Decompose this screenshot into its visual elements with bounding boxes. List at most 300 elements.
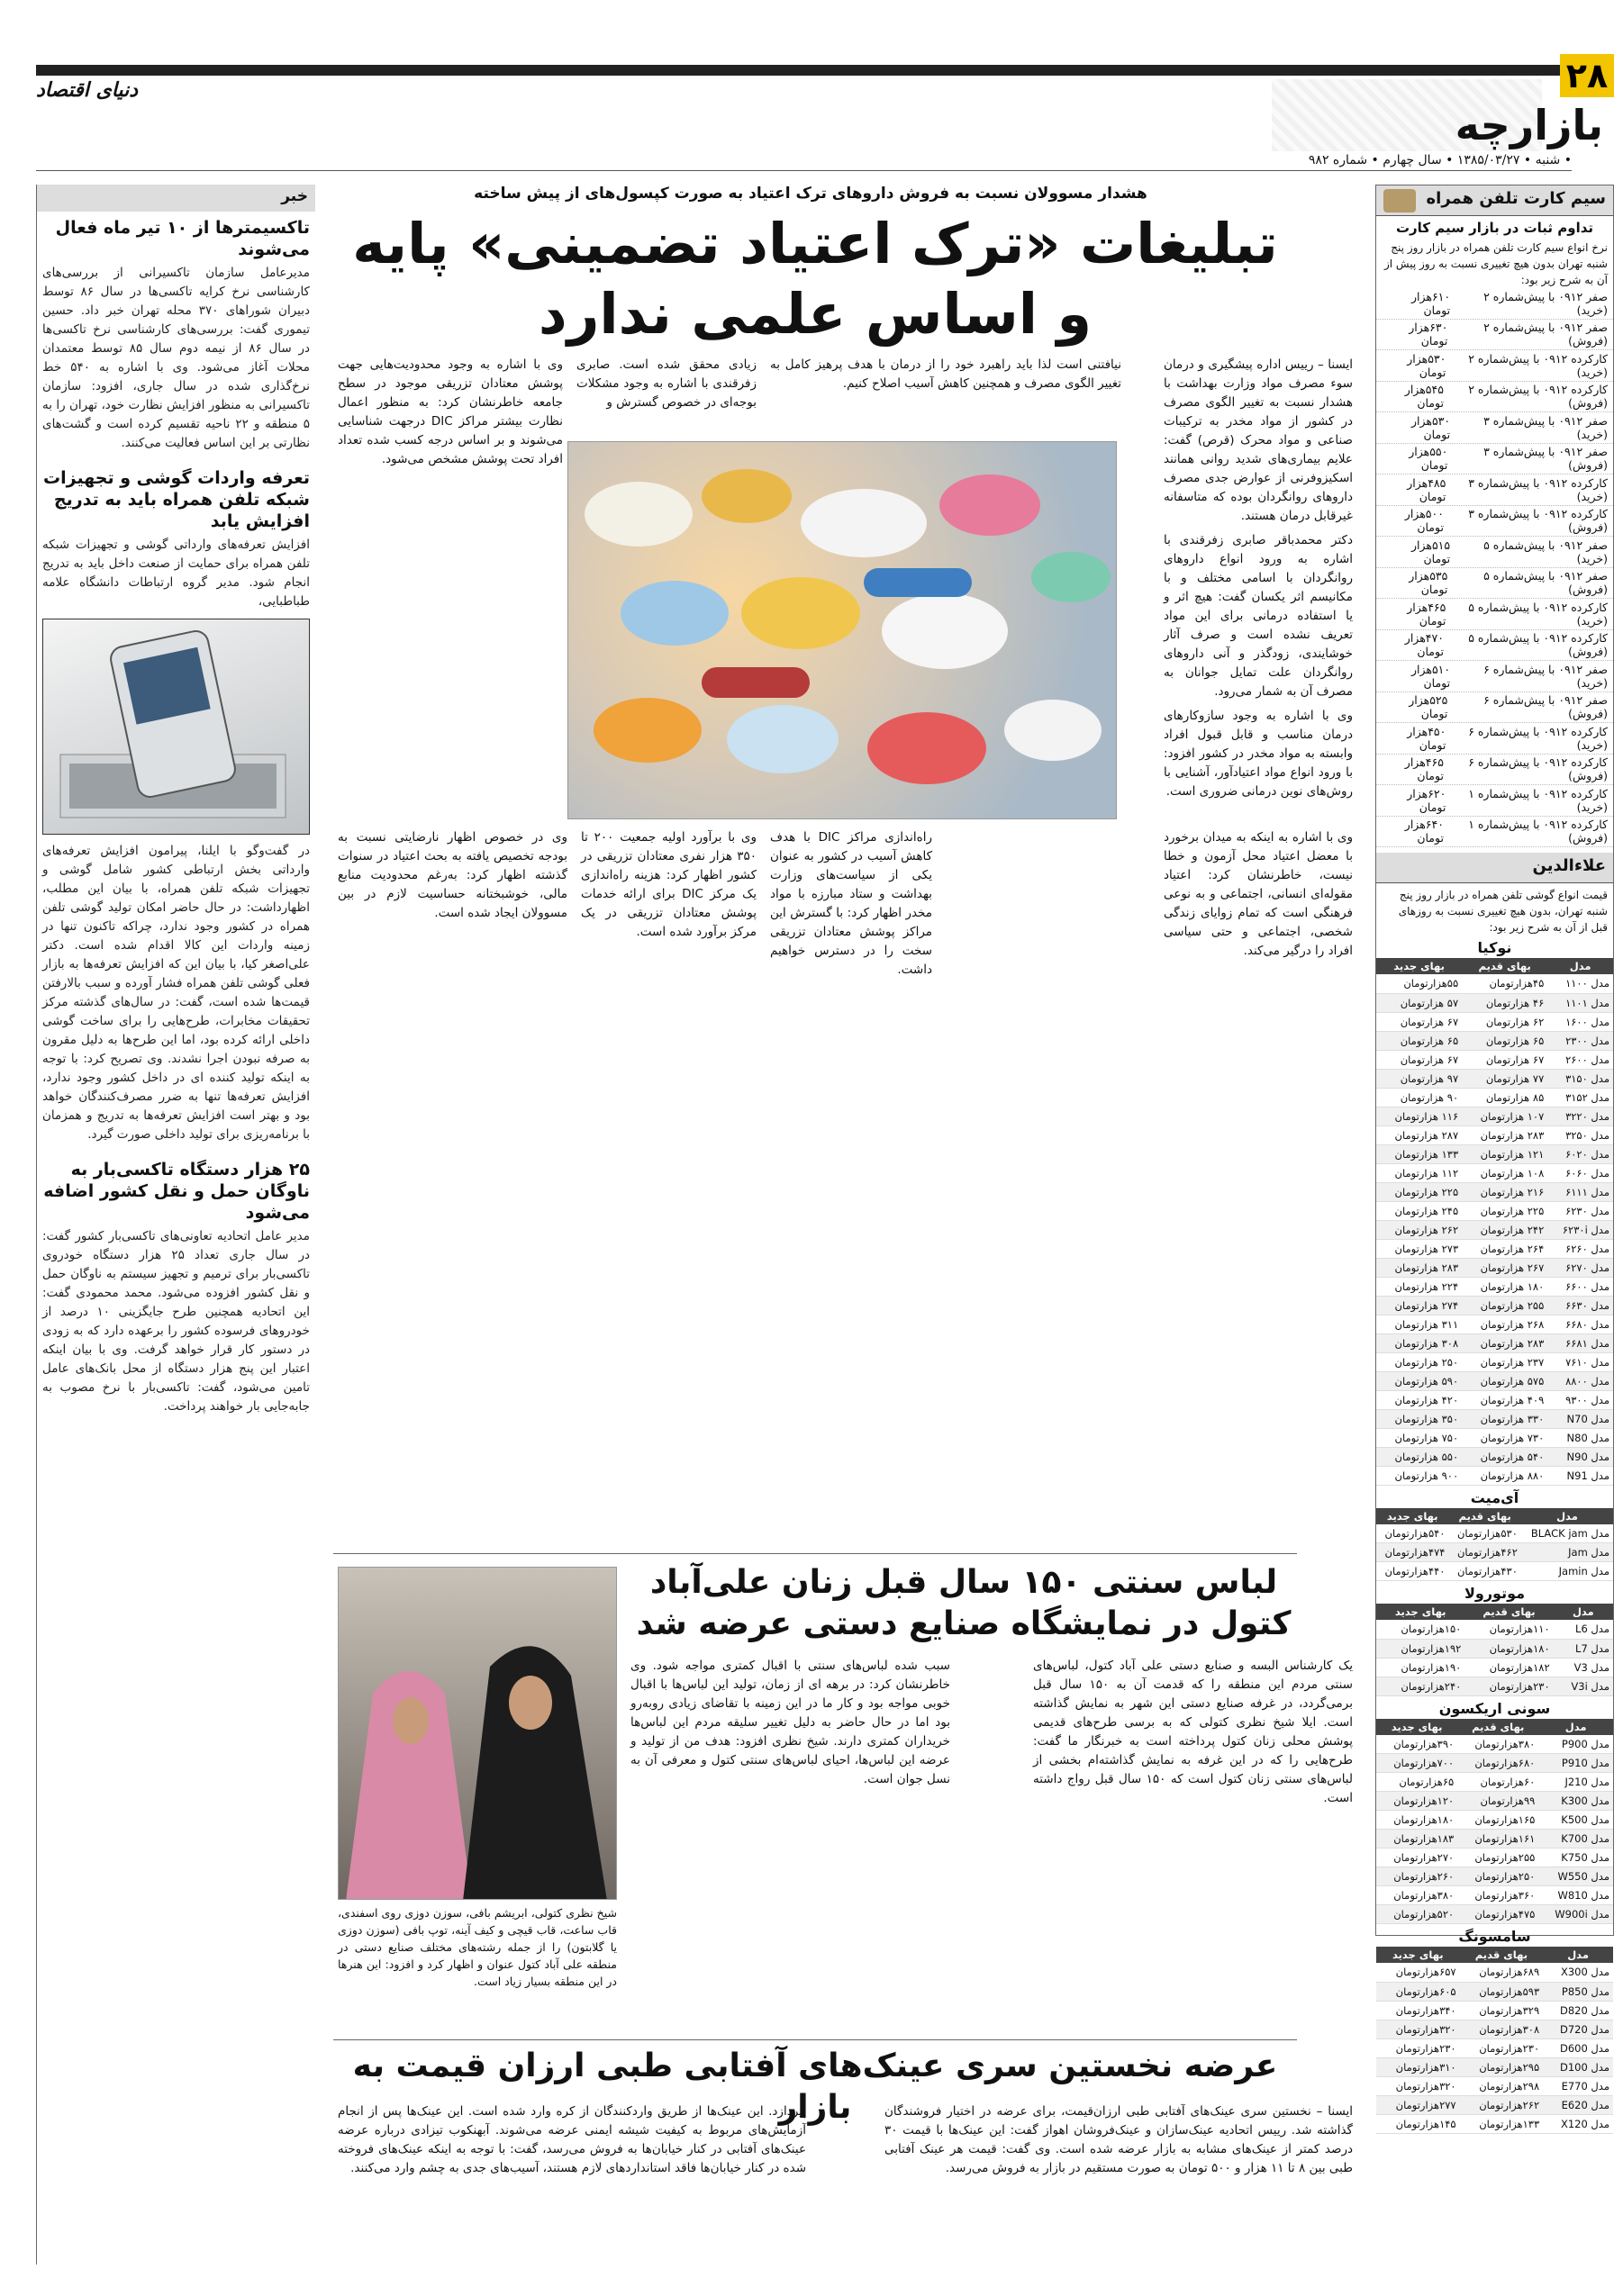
sim-label: کارکرده ۰۹۱۲ با پیش‌شماره ۲ (خرید) <box>1468 351 1608 379</box>
new-price-cell: ۳۲۰هزارتومان <box>1376 2076 1460 2095</box>
price-row <box>1376 1409 1613 1428</box>
new-price-cell: ۲۳۰هزارتومان <box>1376 2038 1460 2057</box>
price-row <box>1376 1735 1613 1754</box>
price-row <box>1376 1524 1613 1543</box>
main-body-2: وی با اشاره به وجود سازوکارهای درمان مناسب و قابل قبول افراد وابسته به مواد مخدر در کشور افزود: با ورود انواع مواد اعتیادآور، آشنایی با روش‌های نوین درمانی ضروری است. <box>1164 709 1353 799</box>
old-price-cell: ۷۳۰ هزارتومان <box>1462 1428 1547 1447</box>
main-lead-text: ایسنا – رییس اداره پیشگیری و درمان سوء مصرف مواد وزارت بهداشت با هشدار نسبت به تغییر الگوی مصرف در کشور از مواد مخدر به ترکیبات صناعی و مواد محرک (قرص) گفت: علایم بیماری‌های شدید روانی همانند اسکیزوفرنی از عوارض جدی مصرف داروهای روانگردان بوده که متاسفانه غیرقابل درمان هستند. <box>1164 357 1353 523</box>
price-row <box>1376 1107 1613 1125</box>
price-row <box>1376 1543 1613 1562</box>
new-price-cell: ۱۸۳هزارتومان <box>1376 1830 1457 1849</box>
old-price-cell: ۶۸۰هزارتومان <box>1457 1754 1538 1773</box>
new-price-cell: ۲۵۰ هزارتومان <box>1376 1352 1462 1371</box>
model-cell: مدل ۶۰۶۰ <box>1547 1163 1613 1182</box>
new-price-cell: ۲۷۰هزارتومان <box>1376 1849 1457 1867</box>
model-cell: مدل Jam <box>1521 1543 1613 1562</box>
model-cell: مدل P900 <box>1538 1735 1613 1754</box>
third-body-1: ایسنا – نخستین سری عینک‌های آفتابی طبی ارزان‌قیمت، برای عرضه در اختیار فروشندگان گذاشته شد. رییس اتحادیه عینک‌سازان و عینک‌فروشان اهواز گفت: این عینک‌ها با قیمت ۳۰ درصد کمتر از عینک‌های مشابه به بازار عرضه شده است. وی گفت: قیمت هر عینک آفتابی طبی بین ۸ تا ۱۱ هزار و ۵۰۰ تومان به صورت مستقیم در بازار به فروش می‌رسد. <box>884 2104 1353 2175</box>
model-cell: مدل ۱۱۰۱ <box>1547 993 1613 1012</box>
price-row <box>1376 1830 1613 1849</box>
sim-price: ۵۳۰هزار تومان <box>1407 351 1446 379</box>
old-price-cell: ۲۴۲ هزارتومان <box>1462 1220 1547 1239</box>
price-row <box>1376 974 1613 993</box>
old-price-cell: ۲۶۲هزارتومان <box>1460 2095 1544 2114</box>
new-price-cell: ۴۷۴هزارتومان <box>1376 1543 1448 1562</box>
sim-price: ۵۱۰هزار تومان <box>1410 662 1451 690</box>
main-col-9: وی در خصوص اظهار نارضایتی نسبت به بودجه تخصیص یافته به بحث اعتیاد در سنوات گذشته اظهار کرد: به‌رغم محدودیت منابع مالی، خوشبختانه حساسیت لازم در بین مسوولان ایجاد شده است. <box>338 830 567 920</box>
model-cell: مدل V3i <box>1554 1677 1613 1695</box>
sim-label: کارکرده ۰۹۱۲ با پیش‌شماره ۵ (فروش) <box>1468 631 1608 659</box>
sim-label: کارکرده ۰۹۱۲ با پیش‌شماره ۱ (فروش) <box>1468 818 1608 845</box>
price-row <box>1376 2095 1613 2114</box>
old-price-cell: ۲۲۵ هزارتومان <box>1462 1201 1547 1220</box>
price-row <box>1376 1031 1613 1050</box>
price-row <box>1376 1296 1613 1315</box>
price-row <box>1376 2076 1613 2095</box>
price-row <box>1376 2057 1613 2076</box>
old-price-cell: ۳۶۰هزارتومان <box>1457 1886 1538 1905</box>
old-price-cell: ۱۶۱هزارتومان <box>1457 1830 1538 1849</box>
model-cell: مدل K750 <box>1538 1849 1613 1867</box>
new-price-cell: ۳۹۰هزارتومان <box>1376 1735 1457 1754</box>
old-price-cell: ۷۷ هزارتومان <box>1462 1069 1547 1088</box>
sim-price: ۶۳۰هزار تومان <box>1409 321 1448 348</box>
price-row <box>1376 1620 1613 1639</box>
price-row <box>1376 2020 1613 2038</box>
sim-price: ۵۳۰هزار تومان <box>1410 413 1451 441</box>
model-cell: مدل D600 <box>1543 2038 1613 2057</box>
old-price-cell: ۶۸۹هزارتومان <box>1460 1963 1544 1982</box>
sim-price: ۴۶۵هزار تومان <box>1404 755 1444 783</box>
new-price-cell: ۵۴۰هزارتومان <box>1376 1524 1448 1543</box>
new-price-cell: ۶۷ هزارتومان <box>1376 1012 1462 1031</box>
old-price-cell: ۲۵۵ هزارتومان <box>1462 1296 1547 1315</box>
sim-label: کارکرده ۰۹۱۲ با پیش‌شماره ۳ (خرید) <box>1468 475 1608 503</box>
old-price-cell: ۳۲۹هزارتومان <box>1460 2001 1544 2020</box>
sim-price: ۵۴۵هزار تومان <box>1404 383 1444 411</box>
main-lead <box>1164 356 1353 801</box>
sim-label: صفر ۰۹۱۲ با پیش‌شماره ۶ (فروش) <box>1483 693 1608 721</box>
sim-price: ۵۰۰هزار تومان <box>1404 507 1444 535</box>
sim-intro: نرخ انواع سیم کارت تلفن همراه در بازار روز پنج شنبه تهران بدون هیچ تغییری نسبت به روز پیش از آن به شرح زیر بود: <box>1383 241 1608 286</box>
sim-price: ۵۲۵هزار تومان <box>1409 693 1448 721</box>
new-price-cell: ۹۰ هزارتومان <box>1376 1088 1462 1107</box>
new-price-cell: ۷۰۰هزارتومان <box>1376 1754 1457 1773</box>
old-price-cell: ۵۴۰ هزارتومان <box>1462 1447 1547 1466</box>
model-cell: مدل ۶۱۱۱ <box>1547 1182 1613 1201</box>
col-new-price: بهای جدید <box>1376 1719 1457 1735</box>
old-price-cell: ۲۶۷ هزارتومان <box>1462 1258 1547 1277</box>
new-price-cell: ۱۹۲هزارتومان <box>1376 1639 1464 1658</box>
model-cell: مدل E620 <box>1543 2095 1613 2114</box>
model-cell: مدل ۶۲۳۰i <box>1547 1220 1613 1239</box>
sim-price-row <box>1376 755 1613 786</box>
tariff-body: افزایش تعرفه‌های وارداتی گوشی و تجهیزات شبکه تلفن همراه برای حمایت از صنعت داخل باید به تدریج انجام شود. مدیر گروه ارتباطات دانشگاه علامه طباطبایی، <box>42 538 310 609</box>
price-row <box>1376 1352 1613 1371</box>
old-price-cell: ۶۲ هزارتومان <box>1462 1012 1547 1031</box>
new-price-cell: ۳۵۰ هزارتومان <box>1376 1409 1462 1428</box>
new-price-cell: ۲۷۷هزارتومان <box>1376 2095 1460 2114</box>
old-price-cell: ۲۵۰هزارتومان <box>1457 1867 1538 1886</box>
second-body-2: سبب شده لباس‌های سنتی با اقبال کمتری مواجه شود. وی خاطرنشان کرد: در برهه ای از زمان، تولید این لباس‌ها با اقبال خوبی مواجه بود و کار ما در این زمینه با تقاضای زیادی روبه‌رو بود اما در حال حاضر به دلیل تغییر سلیقه مردم این لباس‌ها خریداران کمتری دارند. شیخ نظری افزود: هدف من از تولید و عرضه این لباس‌ها، احیای لباس‌های سنتی کتول و معرفی آن به نسل جوان است. <box>630 1659 950 1786</box>
imate-price-table <box>1376 1508 1613 1582</box>
price-row <box>1376 1982 1613 2001</box>
sim-label: صفر ۰۹۱۲ با پیش‌شماره ۵ (خرید) <box>1483 538 1608 565</box>
price-row <box>1376 1562 1613 1581</box>
model-cell: مدل ۶۶۸۰ <box>1547 1315 1613 1333</box>
samsung-title: سامسونگ <box>1458 1928 1531 1945</box>
sim-price-row <box>1376 350 1613 382</box>
model-cell: مدل ۲۶۰۰ <box>1547 1050 1613 1069</box>
old-price-cell: ۹۹هزارتومان <box>1457 1792 1538 1811</box>
old-price-cell: ۴۷۵هزارتومان <box>1457 1905 1538 1924</box>
model-cell: مدل X120 <box>1543 2114 1613 2133</box>
model-cell: مدل K500 <box>1538 1811 1613 1830</box>
sim-price-row <box>1376 568 1613 600</box>
price-row <box>1376 1125 1613 1144</box>
sim-price: ۶۴۰هزار تومان <box>1404 818 1444 845</box>
sim-price-row <box>1376 444 1613 475</box>
old-price-cell: ۴۰۹ هزارتومان <box>1462 1390 1547 1409</box>
model-cell: مدل P850 <box>1543 1982 1613 2001</box>
new-price-cell: ۶۵۷هزارتومان <box>1376 1963 1460 1982</box>
new-price-cell: ۲۴۰هزارتومان <box>1376 1677 1464 1695</box>
price-row <box>1376 1050 1613 1069</box>
new-price-cell: ۳۴۰هزارتومان <box>1376 2001 1460 2020</box>
price-row <box>1376 1447 1613 1466</box>
col-new-price: بهای جدید <box>1376 1947 1460 1963</box>
old-price-cell: ۱۸۰ هزارتومان <box>1462 1277 1547 1296</box>
col-new-price: بهای جدید <box>1376 958 1462 974</box>
new-price-cell: ۲۷۳ هزارتومان <box>1376 1239 1462 1258</box>
sim-box-title: سیم کارت تلفن همراه <box>1376 185 1613 216</box>
model-cell: مدل L6 <box>1554 1620 1613 1639</box>
old-price-cell: ۴۶۲هزارتومان <box>1448 1543 1520 1562</box>
price-row <box>1376 1333 1613 1352</box>
tariff-body-continued: در گفت‌وگو با ایلنا، پیرامون افزایش تعرفه‌های وارداتی بخش ارتباطی کشور شامل گوشی و تجهیزات شبکه تلفن همراه، با بیان این مطلب، اظهارداشت: در حال حاضر امکان تولید گوشی تلفن همراه در کشور وجود ندارد، چراکه تاکنون تنها در زمینه واردات این کالا اقدام شده است. دکتر علی‌اصغر کیا، با بیان این که افزایش تعرفه‌ها به بازار فعلی گوشی تلفن همراه فشار آورده و سبب بالارفتن قیمت‌ها شده است، گفت: در سال‌های گذشته مرکز تحقیقات مخابرات، طرح‌هایی را برای ساخت گوشی داخلی ارائه کرده بود، اما این طرح‌ها به دلیل مقرون به صرفه نبودن اجرا نشدند. وی تصریح کرد: با توجه به اینکه تولید کننده ای در داخل کشور وجود ندارد، افزایش تعرفه‌ها تنها به ضرر مصرف‌کنندگان خواهد بود و بهتر است افزایش تعرفه‌ها به تدریج و همزمان با برنامه‌ریزی برای تولید داخلی صورت گیرد. <box>42 844 310 1142</box>
price-row <box>1376 1886 1613 1905</box>
sim-label: صفر ۰۹۱۲ با پیش‌شماره ۳ (خرید) <box>1483 413 1608 441</box>
old-price-cell: ۱۰۸ هزارتومان <box>1462 1163 1547 1182</box>
main-col-8: وی با برآورد اولیه جمعیت ۲۰۰ تا ۳۵۰ هزار نفری معتادان تزریقی در کشور اظهار کرد: هزینه راه‌اندازی یک مرکز DIC برای ارائه خدمات پوشش معتادان تزریقی در یک مرکز برآورد شده است. <box>581 830 757 939</box>
price-row <box>1376 1792 1613 1811</box>
section-title: بازارچه <box>1455 101 1603 149</box>
col-model: مدل <box>1543 1947 1613 1963</box>
model-cell: مدل E770 <box>1543 2076 1613 2095</box>
new-price-cell: ۱۴۵هزارتومان <box>1376 2114 1460 2133</box>
price-row <box>1376 993 1613 1012</box>
third-body-2: پیردازد. این عینک‌ها از طریق واردکنندگان از کره وارد شده است. این عینک‌ها پس از انجام آزمایش‌های مربوط به کیفیت شیشه ایمنی عرضه می‌شوند. آبهنکوب تیزادی درباره عرضه عینک‌های آفتابی در کنار خیابان‌ها به فروش می‌رسد، گفت: با توجه به اینکه عینک‌های فروخته شده در کنار خیابان‌ها فاقد استانداردهای لازم هستند، آسیب‌های جدی به چشم وارد می‌کنند. <box>338 2104 806 2175</box>
col-old-price: بهای قدیم <box>1460 1947 1544 1963</box>
sim-price-row <box>1376 288 1613 320</box>
price-row <box>1376 1163 1613 1182</box>
new-price-cell: ۱۳۳ هزارتومان <box>1376 1144 1462 1163</box>
sim-price-row <box>1376 661 1613 692</box>
section-divider <box>333 1553 1297 1554</box>
sim-price-row <box>1376 817 1613 848</box>
sim-label: کارکرده ۰۹۱۲ با پیش‌شماره ۵ (خرید) <box>1468 600 1608 628</box>
price-row <box>1376 1963 1613 1982</box>
model-cell: مدل BLACK jam <box>1521 1524 1613 1543</box>
old-price-cell: ۸۵ هزارتومان <box>1462 1088 1547 1107</box>
model-cell: مدل ۳۱۵۰ <box>1547 1069 1613 1088</box>
nokia-title: نوکیا <box>1477 939 1512 956</box>
sim-label: صفر ۰۹۱۲ با پیش‌شماره ۳ (فروش) <box>1483 445 1608 473</box>
model-cell: مدل ۶۶۸۱ <box>1547 1333 1613 1352</box>
price-row <box>1376 2038 1613 2057</box>
sim-price-list <box>1376 288 1613 847</box>
price-row <box>1376 1466 1613 1485</box>
price-row <box>1376 1220 1613 1239</box>
model-cell: مدل ۷۶۱۰ <box>1547 1352 1613 1371</box>
price-row <box>1376 1182 1613 1201</box>
samsung-price-table <box>1376 1947 1613 2134</box>
women-traditional-dress-photo <box>338 1567 617 1900</box>
pills-photo <box>567 441 1117 819</box>
phone-laptop-photo <box>42 619 310 835</box>
sim-price: ۴۸۵هزار تومان <box>1407 475 1446 503</box>
sim-price: ۴۷۰هزار تومان <box>1404 631 1444 659</box>
price-row <box>1376 1069 1613 1088</box>
model-cell: مدل ۶۶۳۰ <box>1547 1296 1613 1315</box>
model-cell: مدل X300 <box>1543 1963 1613 1982</box>
new-price-cell: ۴۴۰هزارتومان <box>1376 1562 1448 1581</box>
main-body-1: دکتر محمدباقر صابری زفرقندی با اشاره به ورود انواع داروهای روانگردان با اسامی مختلف و با مکانیسم اثر یکسان گفت: هیچ اثر و یا استفاده درمانی برای این مواد تعریف نشده است و صرف آثار خوشایندی، زودگذر و آنی داروهای روانگردان علت تمایل جوانان به مصرف آن به شمار می‌رود. <box>1164 533 1353 699</box>
sony-title: سونی اریکسون <box>1438 1699 1551 1717</box>
motorola-price-table <box>1376 1604 1613 1696</box>
model-cell: مدل ۹۳۰۰ <box>1547 1390 1613 1409</box>
model-cell: مدل W900i <box>1538 1905 1613 1924</box>
pills-illustration <box>567 442 1116 819</box>
price-row <box>1376 1239 1613 1258</box>
new-price-cell: ۵۵۰ هزارتومان <box>1376 1447 1462 1466</box>
old-price-cell: ۵۹۳هزارتومان <box>1460 1982 1544 2001</box>
old-price-cell: ۲۶۴ هزارتومان <box>1462 1239 1547 1258</box>
price-row <box>1376 1371 1613 1390</box>
second-caption: شیخ نظری کتولی، ابریشم بافی، سوزن دوزی روی اسفندی، قاب ساعت، قاب قیچی و کیف آینه، توپ بافی (سوزن دوزی یا گلابتون) را از جمله رشته‌های مختلف صنایع دستی در منطقه علی آباد کتول عنوان و اظهار کرد و افزود: این هنرها در این منطقه بسیار زیاد است. <box>338 1906 617 1988</box>
new-price-cell: ۲۷۴ هزارتومان <box>1376 1296 1462 1315</box>
nokia-price-table <box>1376 958 1613 1486</box>
taxi-meter-headline: تاکسیمتر‌ها از ۱۰ تیر ماه فعال می‌شوند <box>55 218 310 259</box>
new-price-cell: ۱۹۰هزارتومان <box>1376 1658 1464 1677</box>
sony-price-table <box>1376 1719 1613 1925</box>
news-label: خبر <box>37 185 315 212</box>
motorola-title: موتورولا <box>1464 1585 1526 1602</box>
sim-price-row <box>1376 320 1613 351</box>
col-old-price: بهای قدیم <box>1462 958 1547 974</box>
new-price-cell: ۱۲۰هزارتومان <box>1376 1792 1457 1811</box>
alaeddin-title: علاءالدین <box>1376 853 1613 883</box>
old-price-cell: ۳۳۰ هزارتومان <box>1462 1409 1547 1428</box>
col-new-price: بهای جدید <box>1376 1604 1464 1620</box>
old-price-cell: ۴۶ هزارتومان <box>1462 993 1547 1012</box>
sim-price: ۶۲۰هزار تومان <box>1407 786 1446 814</box>
old-price-cell: ۱۱۰هزارتومان <box>1464 1620 1553 1639</box>
col-model: مدل <box>1521 1508 1613 1524</box>
price-row <box>1376 1658 1613 1677</box>
model-cell: مدل K700 <box>1538 1830 1613 1849</box>
old-price-cell: ۱۶۵هزارتومان <box>1457 1811 1538 1830</box>
model-cell: مدل D100 <box>1543 2057 1613 2076</box>
old-price-cell: ۳۰۸هزارتومان <box>1460 2020 1544 2038</box>
new-price-cell: ۱۵۰هزارتومان <box>1376 1620 1464 1639</box>
old-price-cell: ۲۸۳ هزارتومان <box>1462 1333 1547 1352</box>
new-price-cell: ۲۶۲ هزارتومان <box>1376 1220 1462 1239</box>
price-row <box>1376 1258 1613 1277</box>
sim-price: ۴۵۰هزار تومان <box>1407 724 1446 752</box>
price-row <box>1376 2001 1613 2020</box>
price-row <box>1376 1144 1613 1163</box>
women-illustration <box>338 1568 616 1900</box>
old-price-cell: ۱۳۳هزارتومان <box>1460 2114 1544 2133</box>
model-cell: مدل N91 <box>1547 1466 1613 1485</box>
col-old-price: بهای قدیم <box>1464 1604 1553 1620</box>
new-price-cell: ۲۶۰هزارتومان <box>1376 1867 1457 1886</box>
new-price-cell: ۱۸۰هزارتومان <box>1376 1811 1457 1830</box>
left-column <box>36 185 315 2264</box>
sim-price: ۵۵۰هزار تومان <box>1409 445 1448 473</box>
model-cell: مدل ۶۲۳۰ <box>1547 1201 1613 1220</box>
sim-label: صفر ۰۹۱۲ با پیش‌شماره ۶ (خرید) <box>1483 662 1608 690</box>
col-old-price: بهای قدیم <box>1457 1719 1538 1735</box>
new-price-cell: ۶۵ هزارتومان <box>1376 1031 1462 1050</box>
price-row <box>1376 1315 1613 1333</box>
main-kicker: هشدار مسوولان نسبت به فروش داروهای ترک اعتیاد به صورت کپسول‌های از پیش ساخته <box>474 185 1147 203</box>
new-price-cell: ۳۱۱ هزارتومان <box>1376 1315 1462 1333</box>
price-row <box>1376 1754 1613 1773</box>
sim-price-row <box>1376 785 1613 817</box>
model-cell: مدل K300 <box>1538 1792 1613 1811</box>
col-new-price: بهای جدید <box>1376 1508 1448 1524</box>
section-divider-2 <box>333 2039 1297 2040</box>
old-price-cell: ۲۳۰هزارتومان <box>1464 1677 1553 1695</box>
main-headline: تبلیغات «ترک اعتیاد تضمینی» پایه و اساس علمی ندارد <box>352 211 1278 347</box>
old-price-cell: ۳۸۰هزارتومان <box>1457 1735 1538 1754</box>
model-cell: مدل N70 <box>1547 1409 1613 1428</box>
taxi-bar-body: مدیر عامل اتحادیه تعاونی‌های تاکسی‌بار کشور گفت: در سال جاری تعداد ۲۵ هزار دستگاه خودروی تاکسی‌بار برای ترمیم و تجهیز سیستم به ناوگان حمل و نقل کشور افزوده می‌شود. محمد محمودی گفت: این اتحادیه همچنین طرح جایگزینی ۱۰ درصد از خودروهای فرسوده کشور را برعهده دارد که به زودی در دستور کار قرار خواهد گرفت. وی با بیان اینکه اعتبار این پنج هزار دستگاه از محل بانک‌های عامل تامین می‌شود، گفت: تاکسی‌بار با نرخ مصوب به جابه‌جایی بار خواهند پرداخت. <box>42 1229 311 1414</box>
sim-label: صفر ۰۹۱۲ با پیش‌شماره ۵ (فروش) <box>1483 569 1608 597</box>
price-row <box>1376 1277 1613 1296</box>
sim-price-row <box>1376 599 1613 630</box>
new-price-cell: ۴۲۰ هزارتومان <box>1376 1390 1462 1409</box>
old-price-cell: ۵۷۵ هزارتومان <box>1462 1371 1547 1390</box>
new-price-cell: ۲۲۴ هزارتومان <box>1376 1277 1462 1296</box>
second-headline: لباس سنتی ۱۵۰ سال قبل زنان علی‌آباد کتول در نمایشگاه صنایع دستی عرضه شد <box>636 1564 1292 1642</box>
price-row <box>1376 1849 1613 1867</box>
sim-price-row <box>1376 506 1613 538</box>
phone-laptop-illustration <box>42 619 309 835</box>
new-price-cell: ۱۱۲ هزارتومان <box>1376 1163 1462 1182</box>
old-price-cell: ۱۸۲هزارتومان <box>1464 1658 1553 1677</box>
new-price-cell: ۵۹۰ هزارتومان <box>1376 1371 1462 1390</box>
second-body-1: یک کارشناس البسه و صنایع دستی علی آباد کتول، لباس‌های سنتی مردم این منطقه را که قدمت آن به ۱۵۰ سال قبل برمی‌گردد، در غرفه صنایع دستی این شهر به نمایش گذاشته است. ایلا شیخ نظری کتولی که به برسی طرح‌های قدیمی پوشش محلی زنان کتول پرداخته است به خبرنگار ما گفت: طرح‌هایی را که در این غرفه به نمایش گذاشته‌ام بخشی از لباس‌های سنتی زنان کتول است که ۱۵۰ سال قبل رواج داشته است. <box>1033 1659 1353 1805</box>
old-price-cell: ۶۷ هزارتومان <box>1462 1050 1547 1069</box>
model-cell: مدل D820 <box>1543 2001 1613 2020</box>
new-price-cell: ۹۰۰ هزارتومان <box>1376 1466 1462 1485</box>
price-row <box>1376 1012 1613 1031</box>
old-price-cell: ۶۵ هزارتومان <box>1462 1031 1547 1050</box>
sim-label: کارکرده ۰۹۱۲ با پیش‌شماره ۶ (فروش) <box>1468 755 1608 783</box>
old-price-cell: ۲۹۵هزارتومان <box>1460 2057 1544 2076</box>
model-cell: مدل ۳۲۲۰ <box>1547 1107 1613 1125</box>
main-col-6: وی با اشاره به اینکه به میدان برخورد با معضل اعتیاد محل آزمون و خطا نیست، خاطرنشان کرد: اعتیاد مقوله‌ای انسانی، اجتماعی و به نوعی فرهنگی است که تمام زوایای زندگی شخصی، اجتماعی و حتی سیاسی افراد را درگیر می‌کند. <box>1164 830 1353 958</box>
sim-card-icon <box>1383 189 1416 212</box>
model-cell: مدل ۸۸۰۰ <box>1547 1371 1613 1390</box>
model-cell: مدل N90 <box>1547 1447 1613 1466</box>
sim-label: صفر ۰۹۱۲ با پیش‌شماره ۲ (خرید) <box>1483 289 1608 317</box>
sim-price-row <box>1376 723 1613 755</box>
old-price-cell: ۵۳۰هزارتومان <box>1448 1524 1520 1543</box>
alaeddin-intro: قیمت انواع گوشی تلفن همراه در بازار روز پنج شنبه تهران، بدون هیچ تغییری نسبت به روزهای قبل از آن به شرح زیر بود: <box>1398 889 1608 934</box>
old-price-cell: ۱۸۰هزارتومان <box>1464 1639 1553 1658</box>
price-row <box>1376 1677 1613 1695</box>
new-price-cell: ۵۵هزارتومان <box>1376 974 1462 993</box>
sim-price-row <box>1376 412 1613 444</box>
page-number: ۲۸ <box>1560 54 1614 97</box>
model-cell: مدل ۳۲۵۰ <box>1547 1125 1613 1144</box>
model-cell: مدل N80 <box>1547 1428 1613 1447</box>
col-model: مدل <box>1547 958 1613 974</box>
old-price-cell: ۱۲۱ هزارتومان <box>1462 1144 1547 1163</box>
col-old-price: بهای قدیم <box>1448 1508 1520 1524</box>
model-cell: مدل V3 <box>1554 1658 1613 1677</box>
sim-price-row <box>1376 475 1613 506</box>
model-cell: مدل ۱۶۰۰ <box>1547 1012 1613 1031</box>
old-price-cell: ۴۵هزارتومان <box>1462 974 1547 993</box>
model-cell: مدل ۱۱۰۰ <box>1547 974 1613 993</box>
sim-label: کارکرده ۰۹۱۲ با پیش‌شماره ۱ (خرید) <box>1468 786 1608 814</box>
new-price-cell: ۳۸۰هزارتومان <box>1376 1886 1457 1905</box>
main-col-3: نیافتنی است لذا باید راهبرد خود را از درمان با هدف پرهیز کامل به تغییر الگوی مصرف و همچنین کاهش آسیب اصلاح کنیم. <box>770 357 1121 391</box>
new-price-cell: ۳۲۰هزارتومان <box>1376 2020 1460 2038</box>
new-price-cell: ۲۸۳ هزارتومان <box>1376 1258 1462 1277</box>
price-row <box>1376 1905 1613 1924</box>
taxi-bar-headline: ۲۵ هزار دستگاه تاکسی‌بار به ناوگان حمل و نقل کشور اضافه می‌شود <box>43 1160 310 1223</box>
new-price-cell: ۹۷ هزارتومان <box>1376 1069 1462 1088</box>
third-headline: عرضه نخستین سری عینک‌های آفتابی طبی ارزان قیمت به بازار <box>352 2047 1278 2126</box>
model-cell: مدل ۶۲۷۰ <box>1547 1258 1613 1277</box>
model-cell: مدل ۳۱۵۲ <box>1547 1088 1613 1107</box>
price-row <box>1376 1639 1613 1658</box>
newspaper-logo: دنیای اقتصاد <box>36 79 138 102</box>
right-column <box>1375 185 1614 2130</box>
old-price-cell: ۲۵۵هزارتومان <box>1457 1849 1538 1867</box>
sim-label: کارکرده ۰۹۱۲ با پیش‌شماره ۳ (فروش) <box>1468 507 1608 535</box>
old-price-cell: ۸۸۰ هزارتومان <box>1462 1466 1547 1485</box>
main-col-5: وی با اشاره به وجود محدودیت‌هایی جهت پوشش معتادان تزریقی موجود در سطح جامعه خاطرنشان کرد: به منظور اعمال نظارت بیشتر مراکز DIC درجهت شناسایی می‌شوند و بر اساس درجه کسب شده تعداد افراد تحت پوشش مشخص می‌شود. <box>338 357 564 466</box>
price-row <box>1376 1867 1613 1886</box>
sim-price-row <box>1376 537 1613 568</box>
old-price-cell: ۲۳۷ هزارتومان <box>1462 1352 1547 1371</box>
new-price-cell: ۵۲۰هزارتومان <box>1376 1905 1457 1924</box>
old-price-cell: ۱۰۷ هزارتومان <box>1462 1107 1547 1125</box>
col-model: مدل <box>1538 1719 1613 1735</box>
price-row <box>1376 2114 1613 2133</box>
model-cell: مدل W810 <box>1538 1886 1613 1905</box>
sim-price-row <box>1376 692 1613 724</box>
new-price-cell: ۶۰۵هزارتومان <box>1376 1982 1460 2001</box>
new-price-cell: ۲۴۵ هزارتومان <box>1376 1201 1462 1220</box>
sim-price: ۴۶۵هزار تومان <box>1407 600 1446 628</box>
new-price-cell: ۵۷ هزارتومان <box>1376 993 1462 1012</box>
old-price-cell: ۲۸۳ هزارتومان <box>1462 1125 1547 1144</box>
sim-price-row <box>1376 630 1613 662</box>
price-row <box>1376 1811 1613 1830</box>
old-price-cell: ۲۳۰هزارتومان <box>1460 2038 1544 2057</box>
sim-price: ۶۱۰هزار تومان <box>1410 289 1451 317</box>
old-price-cell: ۲۱۶ هزارتومان <box>1462 1182 1547 1201</box>
taxi-meter-body: مدیرعامل سازمان تاکسیرانی از بررسی‌های کارشناسی نرخ کرایه تاکسی‌ها در سال ۸۶ توسط دبیران شوراهای ۳۷۰ محله تهران خبر داد. حسین تیموری گفت: بررسی‌های کارشناسی نرخ تاکسی‌ها در سال ۸۶ از نیمه دوم سال ۸۵ توسط معتمدان محلات آغاز می‌شود. وی با اشاره به ۵۴۰ خط نرخ‌گذاری شده در سال جاری، افزود: سازمان تاکسیرانی به منظور افزایش نظارت خود، تهران را به ۵ منطقه و ۲۲ ناحیه تقسیم کرده است و گشت‌های نظارتی بر این اساس فعالیت می‌کنند. <box>42 266 311 450</box>
